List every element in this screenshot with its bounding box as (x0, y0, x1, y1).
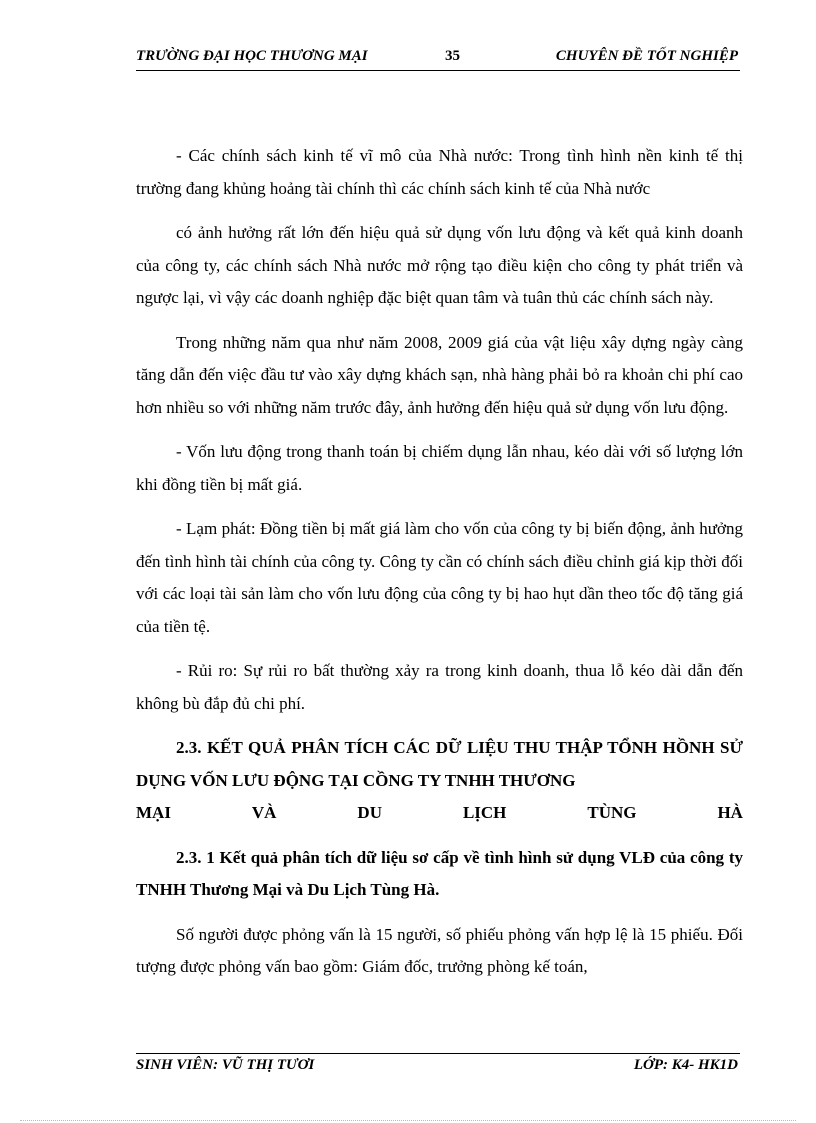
paragraph-inflation: - Lạm phát: Đồng tiền bị mất giá làm cho vốn của công ty bị biến động, ảnh hưởng đến tình hình tài chính của công ty. Công ty cần có chính sách điều chỉnh giá kịp thời đối với các loại tài sản làm cho vốn lưu động của công ty bị hao hụt dần theo tốc độ tăng giá của tiền tệ. (136, 519, 743, 636)
paragraph-payment-capital: - Vốn lưu động trong thanh toán bị chiếm dụng lẫn nhau, kéo dài với số lượng lớn khi đồng tiền bị mất giá. (136, 442, 743, 494)
paragraph-interviewees: Số người được phỏng vấn là 15 người, số phiếu phỏng vấn hợp lệ là 15 phiếu. Đối tượng được phỏng vấn bao gồm: Giám đốc, trưởng phòng kế toán, (136, 924, 743, 976)
paragraph-material-prices: Trong những năm qua như năm 2008, 2009 giá của vật liệu xây dựng ngày càng tăng dẫn đến việc đầu tư vào xây dựng khách sạn, nhà hàng phải bỏ ra khoản chi phí cao hơn nhiều so với những năm trước đây, ảnh hưởng đến hiệu quả sử dụng vốn lưu động. (136, 332, 743, 417)
heading-word: LỊCH (462, 803, 507, 822)
heading-word: TÙNG (587, 803, 637, 822)
header-title: CHUYÊN ĐỀ TỐT NGHIỆP (555, 48, 738, 64)
header-school: TRƯỜNG ĐẠI HỌC THƯƠNG MẠI (136, 48, 368, 64)
section-heading-2-3-last-line (136, 797, 743, 830)
heading-word: DU (357, 803, 382, 822)
page-bottom-divider (20, 1120, 796, 1121)
page-number: 35 (445, 48, 460, 64)
section-heading-2-3: 2.3. KẾT QUẢ PHÂN TÍCH CÁC DỮ LIỆU THU THẬP TỔNH HỒNH SỬ DỤNG VỐN LƯU ĐỘNG TẠI CỒNG TY TNHH THƯƠNG (136, 738, 743, 790)
paragraph-macro-policy: - Các chính sách kinh tế vĩ mô của Nhà nước: Trong tình hình nền kinh tế thị trường đang khủng hoảng tài chính thì các chính sách kinh tế của Nhà nước (136, 146, 743, 198)
page-footer (136, 1053, 740, 1076)
paragraph-risk: - Rủi ro: Sự rủi ro bất thường xảy ra trong kinh doanh, thua lỗ kéo dài dẫn đến không bù đắp đủ chi phí. (136, 661, 743, 713)
heading-word: HÀ (717, 803, 743, 822)
document-body (136, 140, 743, 984)
heading-word: VÀ (251, 803, 277, 822)
paragraph-policy-impact: có ảnh hưởng rất lớn đến hiệu quả sử dụng vốn lưu động và kết quả kinh doanh của công ty, các chính sách Nhà nước mở rộng tạo điều kiện cho công ty phát triển và ngược lại, vì vậy các doanh nghiệp đặc biệt quan tâm và tuân thủ các chính sách này. (136, 223, 743, 307)
heading-word: MẠI (136, 803, 171, 822)
footer-class: LỚP: K4- HK1D (633, 1057, 738, 1073)
page-header (136, 48, 740, 71)
footer-student: SINH VIÊN: VŨ THỊ TƯƠI (136, 1057, 315, 1073)
subsection-heading-2-3-1: 2.3. 1 Kết quả phân tích dữ liệu sơ cấp về tình hình sử dụng VLĐ của công ty TNHH Thương Mại và Du Lịch Tùng Hà. (136, 847, 743, 899)
